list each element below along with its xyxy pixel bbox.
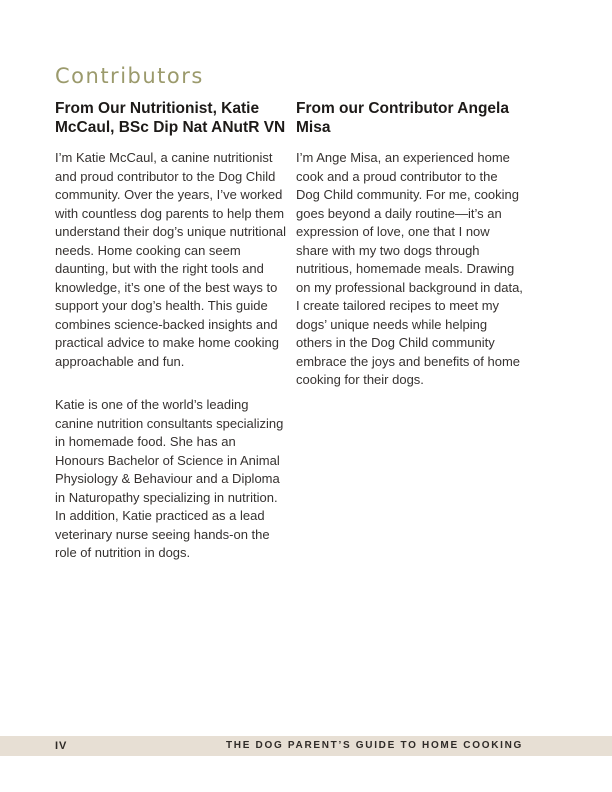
nutritionist-paragraph-2: Katie is one of the world’s leading canine nutrition consultants specializing in homemade food. She has an Honours Bachelor of Science in Animal Physiology & Behaviour and a Diploma in Naturopathy specializing in nutrition. In addition, Katie practiced as a lead veterinary nurse seeing hands-on the role of nutrition in dogs. [55, 397, 284, 560]
running-title: THE DOG PARENT’S GUIDE TO HOME COOKING [225, 740, 523, 751]
nutritionist-heading: From Our Nutritionist, Katie McCaul, BSc Dip Nat ANutR VN [55, 100, 286, 136]
two-column-layout [55, 99, 523, 563]
page-content [55, 64, 523, 563]
nutritionist-paragraph-1: I’m Katie McCaul, a canine nutritionist and proud contributor to the Dog Child community. Over the years, I’ve worked with countless dog parents to help them understand their dog’s unique nutritional needs. Home cooking can seem daunting, but with the right tools and knowledge, it’s one of the best ways to support your dog’s health. This guide combines science-backed insights and practical advice to make home cooking approachable and fun. [55, 150, 287, 369]
contributor-paragraph-1: I’m Ange Misa, an experienced home cook and a proud contributor to the Dog Child community. For me, cooking goes beyond a daily routine—it’s an expression of love, one that I now share with my two dogs through nutritious, homemade meals. Drawing on my professional background in data, I create tailored recipes to meet my dogs’ unique needs while helping others in the Dog Child community embrace the joys and benefits of home cooking for their dogs. [296, 150, 523, 387]
column-contributor [296, 99, 523, 390]
contributor-heading: From our Contributor Angela Misa [296, 100, 509, 136]
page-title: Contributors [55, 64, 204, 88]
footer-band [0, 736, 612, 756]
column-nutritionist [55, 99, 288, 563]
page-number: IV [55, 740, 68, 752]
